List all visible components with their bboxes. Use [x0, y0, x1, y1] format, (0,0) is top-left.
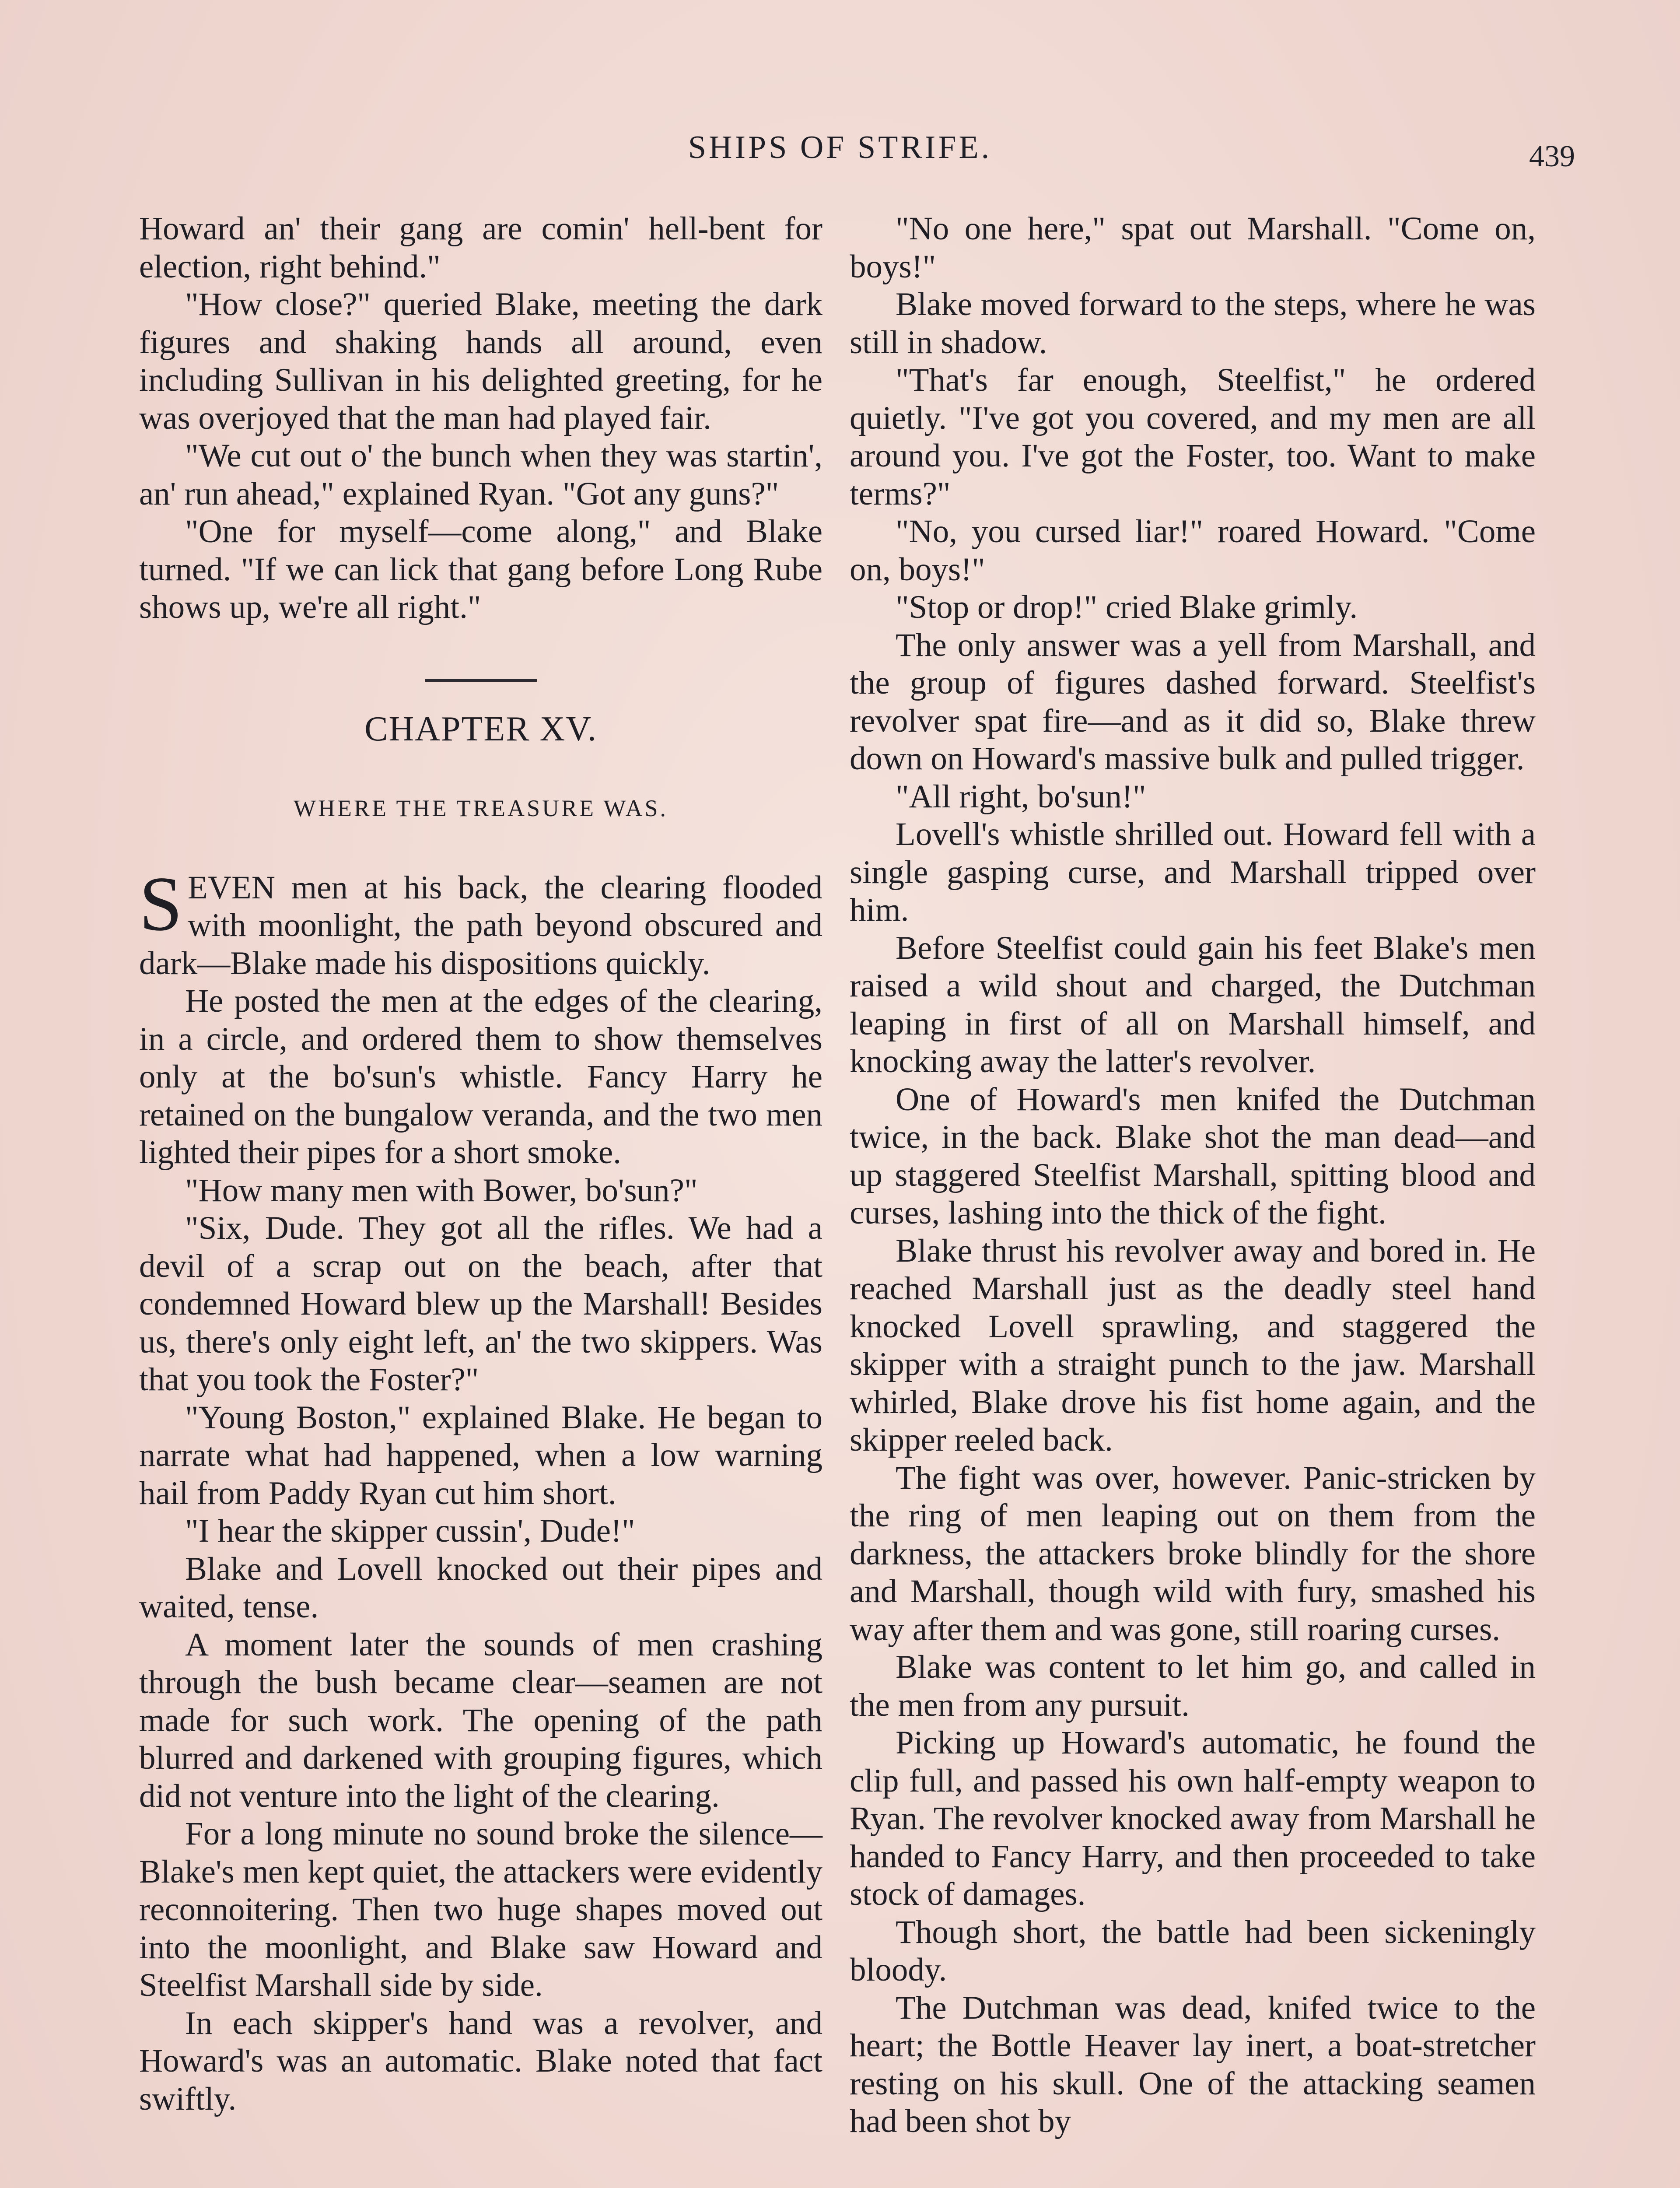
opening-text: EVEN men at his back, the clearing flooded with moonlight, the path beyond obscured and dark—Blake made his dispositions quickly.: [139, 869, 822, 982]
paragraph: Blake and Lovell knocked out their pipes and waited, tense.: [139, 1550, 822, 1625]
chapter-subtitle: WHERE THE TREASURE WAS.: [293, 795, 668, 821]
paragraph: "All right, bo'sun!": [896, 778, 1146, 815]
paragraph: Though short, the battle had been sickeningly bloody.: [850, 1914, 1536, 1988]
paragraph: "That's far enough, Steelfist," he ordered quietly. "I've got you covered, and my men are all around you. I've got the Foster, too. Want to make terms?": [850, 362, 1536, 512]
paragraph: Blake thrust his revolver away and bored in. He reached Marshall just as the deadly steel hand knocked Lovell sprawling, and staggered the skipper with a straight punch to the jaw. Marshall whirled, Blake drove his fist home again, and the skipper reeled back.: [850, 1232, 1536, 1458]
paragraph: "One for myself—come along," and Blake turned. "If we can lick that gang before Long Rube shows up, we're all right.": [139, 513, 822, 625]
paragraph: "No, you cursed liar!" roared Howard. "Come on, boys!": [850, 513, 1536, 588]
paragraph: "No one here," spat out Marshall. "Come on, boys!": [850, 210, 1536, 285]
left-column: [139, 210, 822, 2118]
paragraph: Lovell's whistle shrilled out. Howard fell with a single gasping curse, and Marshall tripped over him.: [850, 816, 1536, 928]
paragraph: "I hear the skipper cussin', Dude!": [185, 1513, 635, 1549]
chapter-opening-paragraph: [139, 860, 822, 983]
paragraph: "Six, Dude. They got all the rifles. We had a devil of a scrap out on the beach, after that condemned Howard blew up the Marshall! Besides us, there's only eight left, an' the two skippers. Was that you took the Foster?": [139, 1210, 822, 1398]
paragraph: The only answer was a yell from Marshall, and the group of figures dashed forward. Steelfist's revolver spat fire—and as it did so, Blake threw down on Howard's massive bulk and pulled trigger.: [850, 627, 1536, 777]
paragraph: Howard an' their gang are comin' hell-bent for election, right behind.": [139, 210, 822, 285]
paragraph: "We cut out o' the bunch when they was startin', an' run ahead," explained Ryan. "Got any guns?": [139, 438, 822, 512]
paragraph: Picking up Howard's automatic, he found the clip full, and passed his own half-empty weapon to Ryan. The revolver knocked away from Marshall he handed to Fancy Harry, and then proceeded to take stock of damages.: [850, 1725, 1536, 1912]
paragraph: "Stop or drop!" cried Blake grimly.: [896, 589, 1358, 625]
paragraph: "How many men with Bower, bo'sun?": [185, 1172, 698, 1209]
paragraph: A moment later the sounds of men crashing through the bush became clear—seamen are not made for such work. The opening of the path blurred and darkened with grouping figures, which did not venture into the light of the clearing.: [139, 1626, 822, 1814]
paragraph: He posted the men at the edges of the clearing, in a circle, and ordered them to show themselves only at the bo'sun's whistle. Fancy Harry he retained on the bungalow veranda, and the two men lighted their pipes for a short smoke.: [139, 983, 822, 1171]
paragraph: The Dutchman was dead, knifed twice to the heart; the Bottle Heaver lay inert, a boat-stretcher resting on his skull. One of the attacking seamen had been shot by: [850, 1989, 1536, 2139]
paragraph: In each skipper's hand was a revolver, and Howard's was an automatic. Blake noted that fact swiftly.: [139, 2005, 822, 2117]
chapter-title: CHAPTER XV.: [364, 709, 597, 748]
paragraph: Before Steelfist could gain his feet Blake's men raised a wild shout and charged, the Dutchman leaping in first of all on Marshall himself, and knocking away the latter's revolver.: [850, 929, 1536, 1080]
page-number: 439: [1529, 140, 1575, 173]
right-column: [850, 210, 1536, 2141]
paragraph: The fight was over, however. Panic-stricken by the ring of men leaping out on them from the darkness, the attackers broke blindly for the shore and Marshall, though wild with fury, smashed his way after them and was gone, still roaring curses.: [850, 1459, 1536, 1648]
paragraph: Blake moved forward to the steps, where he was still in shadow.: [850, 286, 1536, 361]
running-head: SHIPS OF STRIFE.: [688, 130, 992, 165]
paragraph: "Young Boston," explained Blake. He began to narrate what had happened, when a low warning hail from Paddy Ryan cut him short.: [139, 1399, 822, 1511]
paragraph: Blake was content to let him go, and called in the men from any pursuit.: [850, 1649, 1536, 1723]
paragraph: One of Howard's men knifed the Dutchman twice, in the back. Blake shot the man dead—and up staggered Steelfist Marshall, spitting blood and curses, lashing into the thick of the fight.: [850, 1081, 1536, 1231]
drop-cap: S: [139, 860, 182, 947]
section-divider: [425, 679, 537, 682]
paragraph: "How close?" queried Blake, meeting the dark figures and shaking hands all around, even including Sullivan in his delighted greeting, for he was overjoyed that the man had played fair.: [139, 286, 822, 436]
paragraph: For a long minute no sound broke the silence—Blake's men kept quiet, the attackers were evidently reconnoitering. Then two huge shapes moved out into the moonlight, and Blake saw Howard and Steelfist Marshall side by side.: [139, 1816, 822, 2003]
